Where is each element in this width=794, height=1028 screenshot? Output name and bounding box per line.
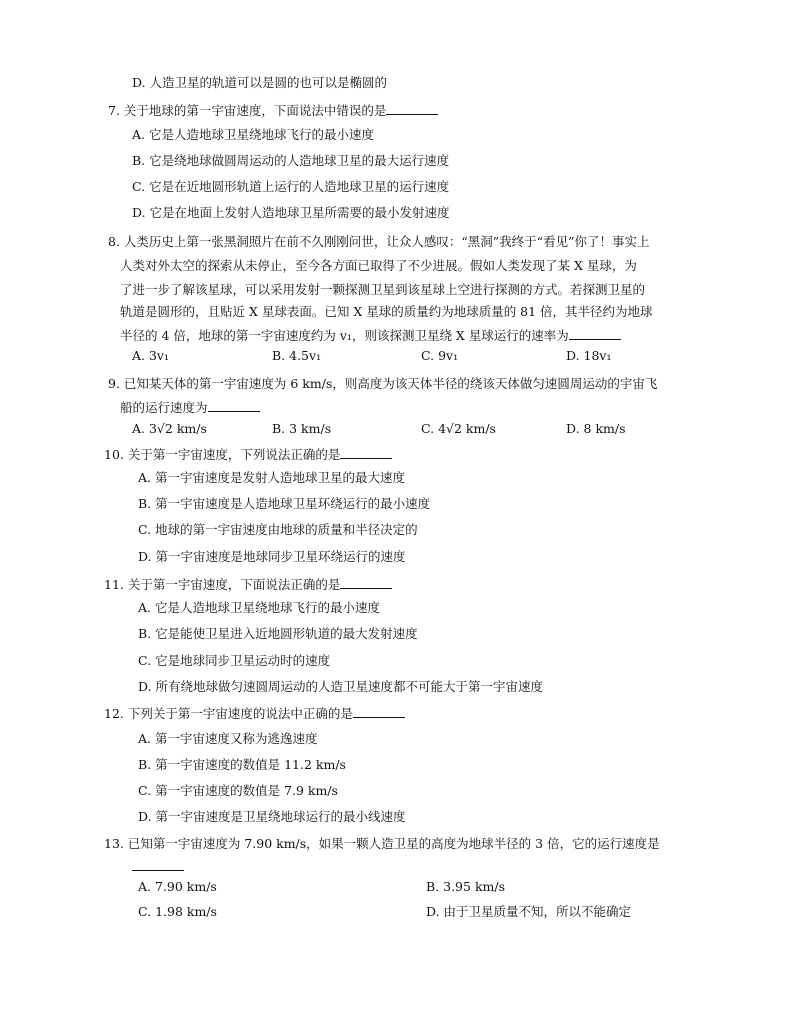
q6-option-d: D. 人造卫星的轨道可以是圆的也可以是椭圆的 bbox=[132, 75, 388, 90]
q8-line-1: 8. 人类历史上第一张黑洞照片在前不久刚刚问世，让众人感叹：“黑洞”我终于“看见”你了！事实上 bbox=[108, 234, 650, 249]
q9-line-1: 9. 已知某天体的第一宇宙速度为 6 km/s，则高度为该天体半径的绕该天体做匀速圆周运动的宇宙飞 bbox=[108, 376, 658, 391]
q11-option-c: C. 它是地球同步卫星运动时的速度 bbox=[138, 653, 331, 668]
q10-option-d: D. 第一宇宙速度是地球同步卫星环绕运行的速度 bbox=[138, 549, 406, 564]
q7-option-d: D. 它是在地面上发射人造地球卫星所需要的最小发射速度 bbox=[132, 205, 450, 220]
q12-option-c: C. 第一宇宙速度的数值是 7.9 km/s bbox=[138, 783, 338, 798]
answer-blank bbox=[340, 446, 392, 459]
q13-stem: 13. 已知第一宇宙速度为 7.90 km/s，如果一颗人造卫星的高度为地球半径的 3 倍，它的运行速度是 bbox=[104, 836, 660, 851]
q8-line-5 bbox=[120, 327, 621, 344]
q13-option-d: D. 由于卫星质量不知，所以不能确定 bbox=[426, 904, 632, 919]
q7-stem bbox=[108, 102, 438, 119]
answer-blank bbox=[132, 858, 184, 871]
q9-option-d: D. 8 km/s bbox=[566, 421, 626, 436]
q9-option-c: C. 4√2 km/s bbox=[421, 421, 496, 436]
q12-option-d: D. 第一宇宙速度是卫星绕地球运行的最小线速度 bbox=[138, 809, 406, 824]
q8-option-c: C. 9v₁ bbox=[421, 348, 459, 363]
q9-option-b: B. 3 km/s bbox=[272, 421, 332, 436]
q12-stem-text: 12. 下列关于第一宇宙速度的说法中正确的是 bbox=[104, 706, 353, 721]
q8-line-2: 人类对外太空的探索从未停止，至今各方面已取得了不少进展。假如人类发现了某 X 星球，为 bbox=[120, 258, 637, 273]
q10-option-a: A. 第一宇宙速度是发射人造地球卫星的最大速度 bbox=[138, 470, 405, 485]
q8-option-b: B. 4.5v₁ bbox=[272, 348, 322, 363]
q11-option-b: B. 它是能使卫星进入近地圆形轨道的最大发射速度 bbox=[138, 626, 418, 641]
answer-blank bbox=[353, 705, 405, 718]
q11-stem-text: 11. 关于第一宇宙速度，下面说法正确的是 bbox=[104, 577, 341, 592]
q11-option-a: A. 它是人造地球卫星绕地球飞行的最小速度 bbox=[138, 600, 380, 615]
q8-option-a: A. 3v₁ bbox=[132, 348, 169, 363]
answer-blank bbox=[340, 576, 392, 589]
q11-stem bbox=[104, 576, 392, 593]
q7-option-b: B. 它是绕地球做圆周运动的人造地球卫星的最大运行速度 bbox=[132, 153, 450, 168]
q12-option-a: A. 第一宇宙速度又称为逃逸速度 bbox=[138, 731, 318, 746]
q12-stem bbox=[104, 705, 405, 722]
q10-option-b: B. 第一宇宙速度是人造地球卫星环绕运行的最小速度 bbox=[138, 496, 431, 511]
q9-line-2 bbox=[120, 399, 260, 416]
q13-option-a: A. 7.90 km/s bbox=[138, 879, 217, 894]
q9-option-a: A. 3√2 km/s bbox=[132, 421, 207, 436]
q10-stem bbox=[104, 446, 392, 463]
q10-stem-text: 10. 关于第一宇宙速度，下列说法正确的是 bbox=[104, 447, 341, 462]
q7-option-a: A. 它是人造地球卫星绕地球飞行的最小速度 bbox=[132, 127, 374, 142]
q13-option-c: C. 1.98 km/s bbox=[138, 904, 217, 919]
q7-stem-text: 7. 关于地球的第一宇宙速度，下面说法中错误的是 bbox=[108, 103, 387, 118]
q8-line-5-text: 半径的 4 倍，地球的第一宇宙速度约为 v₁，则该探测卫星绕 X 星球运行的速率为 bbox=[120, 328, 569, 343]
q13-blank-line bbox=[132, 858, 184, 875]
q9-line-2-text: 船的运行速度为 bbox=[120, 400, 208, 415]
q8-line-3: 了进一步了解该星球，可以采用发射一颗探测卫星到该星球上空进行探测的方式。若探测卫星的 bbox=[120, 282, 646, 297]
q11-option-d: D. 所有绕地球做匀速圆周运动的人造卫星速度都不可能大于第一宇宙速度 bbox=[138, 679, 544, 694]
q9-options bbox=[132, 421, 712, 437]
answer-blank bbox=[386, 102, 438, 115]
answer-blank bbox=[569, 327, 621, 340]
q7-option-c: C. 它是在近地圆形轨道上运行的人造地球卫星的运行速度 bbox=[132, 179, 450, 194]
q10-option-c: C. 地球的第一宇宙速度由地球的质量和半径决定的 bbox=[138, 522, 418, 537]
q12-option-b: B. 第一宇宙速度的数值是 11.2 km/s bbox=[138, 757, 346, 772]
q8-option-d: D. 18v₁ bbox=[566, 348, 612, 363]
q8-options bbox=[132, 348, 712, 364]
q13-option-b: B. 3.95 km/s bbox=[426, 879, 505, 894]
answer-blank bbox=[208, 399, 260, 412]
q8-line-4: 轨道是圆形的，且贴近 X 星球表面。已知 X 星球的质量约为地球质量的 81 倍，其半径约为地球 bbox=[120, 304, 653, 319]
